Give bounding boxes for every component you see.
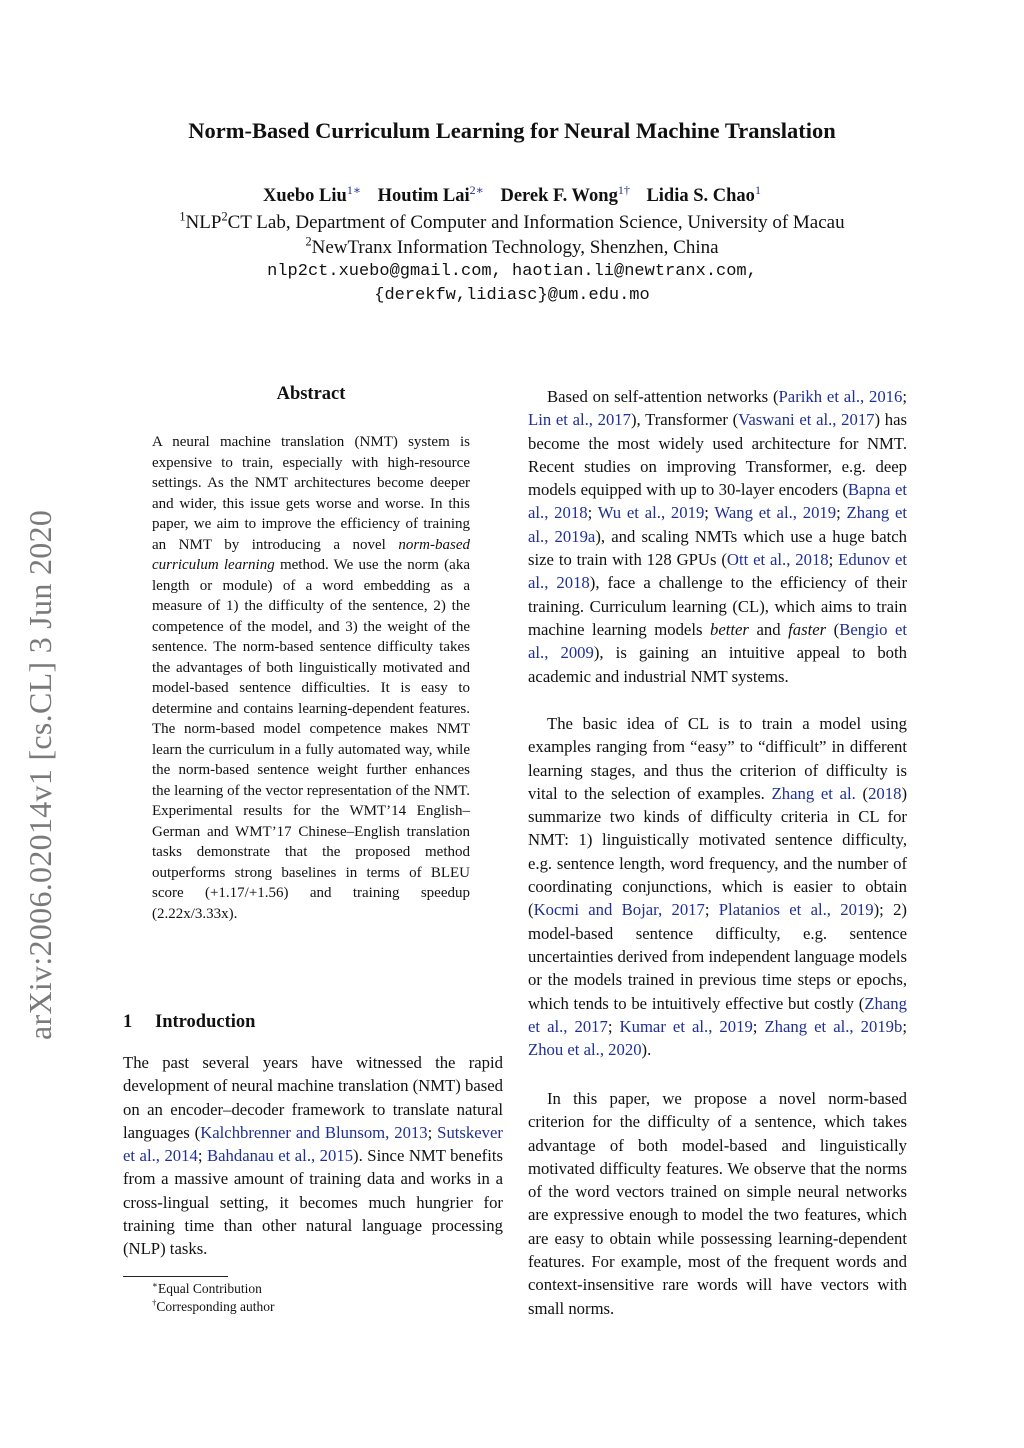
citation-link[interactable]: Kocmi and Bojar, 2017 — [533, 900, 705, 920]
citation-link[interactable]: Vaswani et al., 2017 — [738, 410, 875, 430]
author-4 — [646, 182, 761, 206]
body-text: ) has become the most widely used architecture for NMT. Recent studies on improving Transformer, e.g. deep models equipped with up to 30-layer encoders ( — [528, 410, 908, 500]
citation-link[interactable]: Bengio et al., 2009 — [528, 619, 907, 663]
author-mark: 1∗ — [346, 182, 362, 197]
footnote-2 — [152, 1299, 275, 1315]
author-list — [0, 182, 1024, 207]
citation-link[interactable]: Platanios et al., 2019 — [718, 900, 874, 920]
affiliation-text: NLP — [185, 212, 222, 233]
body-text: summarize two kinds of difficulty criteria in CL for NMT: 1) linguistically motivated sentence difficulty, e.g. sentence length, word frequency, and the number of coordinating conjunctions, which is easier to obtain ( — [528, 807, 907, 920]
author-name: Lidia S. Chao — [646, 186, 755, 206]
citation-link[interactable]: Bahdanau et al., 2015 — [206, 1146, 354, 1166]
abstract-heading: Abstract — [276, 384, 346, 404]
citation-link[interactable]: Zhang et al., 2017 — [528, 993, 907, 1036]
footnote-mark: ∗ — [152, 1279, 158, 1290]
citation-link[interactable]: Zhou et al., 2020 — [528, 1040, 642, 1060]
body-text: ); 2) model-based sentence difficulty, e.g. sentence uncertainties derived from independent language models or the models trained in previous time steps or epochs, which tends to be intuitively effective but costly ( — [528, 900, 907, 1013]
email-line-1[interactable]: nlp2ct.xuebo@gmail.com, haotian.li@newtranx.com, — [267, 262, 757, 281]
author-mark: 1 — [754, 182, 761, 197]
section-title: Introduction — [155, 1012, 256, 1032]
abstract-text: A neural machine translation (NMT) system is expensive to train, especially with high-resource settings. As the NMT architectures become deeper and wider, this issue gets worse and worse. In this paper, we aim to improve the efficiency of training an NMT by introducing a novel — [152, 434, 470, 553]
citation-link[interactable]: Parikh et al., 2016 — [778, 387, 903, 406]
affiliation-mark: 1 — [179, 209, 186, 224]
body-text: ). Since NMT benefits from a massive amount of training data and works in a cross-lingual setting, it becomes much hungrier for training time than other natural language processing (NLP) tasks. — [123, 1146, 503, 1259]
citation-link[interactable]: Wang et al., 2019 — [714, 503, 837, 523]
section-heading-introduction — [123, 1012, 503, 1033]
introduction-paragraph-2: Based on self-attention networks (Parikh et al., 2016; Lin et al., 2017), Transformer (Vaswani et al., 2017) has become the most widely used architecture for NMT. Recent studies on improving Transformer, e.g. deep models equipped with up to 30-layer encoders (Bapna et al., 2018; Wu et al., 2019; Wang et al., 2019; Zhang et al., 2019a), and scaling NMTs which use a huge batch size to train with 128 GPUs (Ott et al., 2018; Edunov et al., 2018), face a challenge to the efficiency of their training. Curriculum learning (CL), which aims to train machine learning models better and faster (Bengio et al., 2009), is gaining an intuitive appeal to both academic and industrial NMT systems. — [528, 387, 908, 686]
footnote-text: Corresponding author — [156, 1299, 275, 1314]
body-text: ). — [641, 1040, 652, 1060]
abstract-text: method. We use the norm (aka length or module) of a word embedding as a measure of 1) the difficulty of the sentence, 2) the competence of the model, and 3) the weight of the sentence. The norm-based sentence difficulty takes the advantages of both linguistically motivated and model-based sentence difficulties. It is easy to determine and contains learning-dependent features. The norm-based model competence makes NMT learn the curriculum in a fully automated way, while the norm-based sentence weight further enhances the learning of the vector representation of the NMT. Experimental results for the WMT’14 English–German and WMT’17 Chinese–English translation tasks demonstrate that the proposed method outperforms strong baselines in terms of BLEU score (+1.17/+1.56) and training speedup (2.22x/3.33x). — [152, 557, 470, 922]
body-text: ), Transformer ( — [631, 410, 739, 430]
citation-link[interactable]: Ott et al., 2018 — [726, 550, 829, 570]
citation-link[interactable]: Zhang et al. — [771, 783, 856, 803]
affiliation-1 — [0, 209, 1024, 234]
abstract-body — [152, 432, 470, 924]
footnote-divider — [123, 1276, 228, 1277]
introduction-paragraph-3: The basic idea of CL is to train a model using examples ranging from “easy” to “difficult” in different learning stages, and thus the criterion of difficulty is vital to the selection of examples. Zhang et al. (2018) summarize two kinds of difficulty criteria in CL for NMT: 1) linguistically motivated sentence difficulty, e.g. sentence length, word frequency, and the number of coordinating conjunctions, which is easier to obtain (Kocmi and Bojar, 2017; Platanios et al., 2019); 2) model-based sentence difficulty, e.g. sentence uncertainties derived from independent language models or the models trained in previous time steps or epochs, which tends to be intuitively effective but costly (Zhang et al., 2017; Kumar et al., 2019; Zhang et al., 2019b; Zhou et al., 2020). — [528, 714, 907, 1060]
citation-link[interactable]: Zhang et al., 2019b — [764, 1016, 903, 1036]
body-text: Based on self-attention networks ( — [547, 387, 779, 406]
author-mark: 2∗ — [469, 182, 484, 197]
citation-link[interactable]: Wu et al., 2019 — [597, 503, 705, 523]
introduction-paragraph-1: The past several years have witnessed the rapid development of neural machine translation (NMT) based on an encoder–decoder framework to translate natural languages (Kalchbrenner and Blunsom, 2013; Sutskever et al., 2014; Bahdanau et al., 2015). Since NMT benefits from a massive amount of training data and works in a cross-lingual setting, it becomes much hungrier for training time than other natural language processing (NLP) tasks. — [123, 1053, 503, 1259]
footnote-text: Equal Contribution — [157, 1281, 262, 1296]
arxiv-identifier: arXiv:2006.02014v1 [cs.CL] 3 Jun 2020 — [22, 509, 58, 1040]
abstract-emphasis: norm-based curriculum learning — [152, 536, 470, 573]
footnote-mark: † — [152, 1297, 157, 1308]
introduction-paragraph-4: In this paper, we propose a novel norm-based criterion for the difficulty of a sentence, which takes advantage of both model-based and linguistically motivated difficulty features. We observe that the norms of the word vectors trained on simple neural networks are expressive enough to model the two features, which are easy to obtain while possessing learning-dependent features. For example, most of the frequent words and context-insensitive rare words will have vectors with small norms. — [528, 1089, 907, 1318]
citation-link[interactable]: Kalchbrenner and Blunsom, 2013 — [200, 1122, 428, 1142]
body-text: ), and scaling NMTs which use a huge batch size to train with 128 GPUs ( — [528, 526, 908, 570]
citation-link[interactable]: Kumar et al., 2019 — [619, 1016, 753, 1036]
body-text: The past several years have witnessed the rapid development of neural machine translation (NMT) based on an encoder–decoder framework to translate natural languages ( — [123, 1053, 503, 1142]
emphasis-text: faster — [788, 619, 827, 639]
author-name: Derek F. Wong — [500, 186, 618, 206]
citation-link[interactable]: Zhang et al., 2019a — [528, 503, 908, 546]
body-text: The basic idea of CL is to train a model using examples ranging from “easy” to “difficult” in different learning stages, and thus the criterion of difficulty is vital to the selection of examples. — [528, 714, 907, 803]
affiliation-2 — [0, 234, 1024, 259]
section-number: 1 — [123, 1012, 133, 1032]
author-1 — [263, 182, 362, 206]
author-mark: 1† — [617, 182, 630, 197]
body-text: ), face a challenge to the efficiency of their training. Curriculum learning (CL), which aims to train machine learning models — [528, 573, 907, 639]
author-3 — [500, 182, 630, 206]
affiliation-text: NewTranx Information Technology, Shenzhen, China — [311, 237, 719, 258]
citation-link[interactable]: Lin et al., 2017 — [528, 410, 631, 430]
email-line-2[interactable]: {derekfw,lidiasc}@um.edu.mo — [374, 286, 650, 305]
citation-link[interactable]: Bapna et al., 2018 — [528, 480, 907, 523]
citation-link[interactable]: 2018 — [868, 783, 902, 803]
author-name: Xuebo Liu — [263, 186, 347, 206]
body-text: ), is gaining an intuitive appeal to both academic and industrial NMT systems. — [528, 643, 907, 686]
author-name: Houtim Lai — [377, 186, 470, 206]
author-2 — [377, 182, 484, 206]
footnote-1 — [152, 1281, 262, 1297]
affiliation-mark: 2 — [221, 209, 228, 224]
affiliation-text: CT Lab, Department of Computer and Information Science, University of Macau — [227, 212, 845, 233]
emphasis-text: better — [710, 619, 749, 639]
body-text: and — [748, 619, 789, 639]
paper-title: Norm-Based Curriculum Learning for Neural Machine Translation — [188, 118, 836, 143]
citation-link[interactable]: Edunov et al., 2018 — [528, 550, 907, 593]
affiliation-mark: 2 — [305, 234, 312, 249]
body-text: ( — [826, 619, 840, 639]
citation-link[interactable]: Sutskever et al., 2014 — [123, 1122, 503, 1166]
